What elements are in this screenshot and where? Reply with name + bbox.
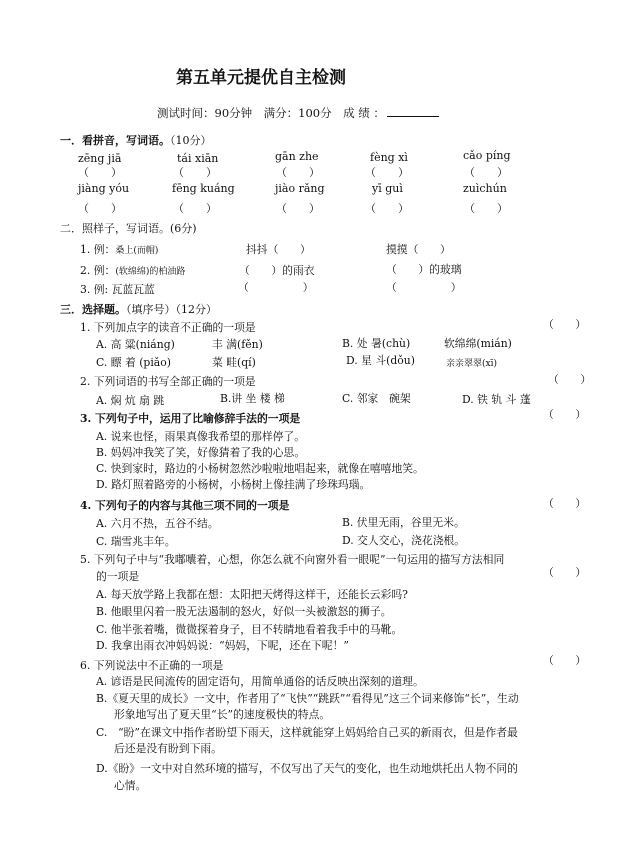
section-1-title: 一．看拼音，写词语。 [60,134,170,147]
q2-option-c: C. 邻家 碗架 [342,392,411,405]
q6-option-c-2: 后还是没有盼到下雨。 [114,742,222,755]
q1-option-c: C. 瞟 着 (piǎo) [96,356,171,369]
answer-box-8[interactable]: （ ） [276,202,320,215]
pinyin-9: yī guì [372,182,403,195]
q6-option-b-2: 形象地写出了夏天里“长”的速度极快的特点。 [114,708,331,721]
q1-option-a: A. 高 粱(niáng) [96,338,175,351]
q1-option-a2: 丰 满(fěn) [212,338,263,351]
q2-stem: 2. 下列词语的书写全部正确的一项是 [80,375,256,388]
q3-stem-text: 3. 下列句子中，运用了比喻修辞手法的一项是 [80,412,301,425]
s2-row-1-example: 桑上(而帽) [115,246,159,256]
test-info-text: 测试时间：90分钟 满分：100分 成 绩 ： [157,106,385,120]
pinyin-8: jiào rǎng [275,182,325,195]
q1-option-d: D. 星 斗(dǒu) [346,354,415,367]
s2-row-3-a[interactable]: （ ） [238,281,314,294]
section-1-score: （10分） [170,134,212,147]
q1-answer[interactable]: （ ） [543,318,587,331]
section-3-heading [60,303,217,317]
q4-stem-text: 4. 下列句子的内容与其他三项不同的一项是 [80,499,290,512]
q3-option-c: C. 快到家时，路边的小杨树忽然沙啦啦地唱起来，就像在嘻嘻地笑。 [96,462,424,475]
q3-option-b: B. 妈妈冲我笑了笑，好像猜着了我的心思。 [96,446,306,459]
q5-stem-2: 的一项是 [96,570,140,583]
section-3-score: （填序号）（12分） [126,303,217,316]
q2-option-b: B.讲 坐 楼 梯 [220,392,285,405]
pinyin-7: fēng kuáng [172,182,235,195]
s2-row-2-b[interactable]: （ ）的玻璃 [386,263,462,276]
pinyin-4: fèng xì [370,151,408,164]
section-2-score: (6分) [170,222,197,235]
answer-box-2[interactable]: （ ） [173,166,217,179]
s2-row-2-a[interactable]: （ ）的雨衣 [239,264,315,277]
q6-option-d-2: 心情。 [114,779,147,792]
q3-answer[interactable]: （ ） [543,408,587,421]
pinyin-6: jiàng yóu [78,182,130,195]
q1-option-c2: 菜 畦(qí) [212,356,256,369]
pinyin-10: zuìchún [463,182,507,195]
q4-option-a: A. 六月不热，五谷不结。 [96,517,219,530]
answer-box-10[interactable]: （ ） [464,202,508,215]
q5-answer[interactable]: （ ） [543,566,587,579]
q5-option-c: C. 他半张着嘴，微微探着身子，目不转睛地看着我手中的马靴。 [96,623,403,636]
q6-option-c-1: C. “盼”在课文中指作者盼望下雨天，这样就能穿上妈妈给自己买的新雨衣，但是作者最 [96,726,518,739]
answer-box-1[interactable]: （ ） [78,166,122,179]
page-title: 第五单元提优自主检测 [176,68,346,88]
q6-answer[interactable]: （ ） [543,654,587,667]
q6-stem: 6. 下列说法中不正确的一项是 [80,659,224,672]
q3-option-a: A. 说来也怪，雨果真像我希望的那样停了。 [96,430,306,443]
q2-answer[interactable]: （ ） [548,373,592,386]
answer-box-3[interactable]: （ ） [276,166,320,179]
q4-option-d: D. 交人交心，浇花浇根。 [342,534,466,547]
s2-row-1-b[interactable]: 摸摸（ ） [386,243,451,256]
q4-option-c: C. 瑞雪兆丰年。 [96,535,176,548]
section-3-title: 三．选择题。 [60,303,126,316]
section-2-heading [60,222,197,236]
s2-row-1-a[interactable]: 抖抖（ ） [246,243,311,256]
s2-row-3-b[interactable]: （ ） [386,281,462,294]
answer-box-9[interactable]: （ ） [365,202,409,215]
pinyin-1: zēng jiā [78,152,122,165]
q6-option-a: A. 谚语是民间流传的固定语句，用简单通俗的话反映出深刻的道理。 [96,675,424,688]
q6-option-b-1: B.《夏天里的成长》一文中，作者用了“飞快”“跳跃”“看得见”这三个词来修饰“长”，生动 [96,692,519,705]
q1-stem: 1. 下列加点字的读音不正确的一项是 [80,321,256,334]
s2-row-1-label: 1. 例： [80,243,116,256]
section-1-heading [60,134,212,148]
q3-option-d: D. 路灯照着路旁的小杨树，小杨树上像挂满了珍珠玛瑙。 [96,478,371,491]
q5-stem: 5. 下列句子中与“我嘟囔着，心想，你怎么就不向窗外看一眼呢”一句运用的描写方法相同 [80,553,505,566]
s2-row-2 [80,264,185,279]
s2-row-1 [80,243,158,258]
s2-row-2-example: (软绵绵)的柏油路 [115,267,186,277]
q3-stem [80,412,300,426]
q4-stem [80,499,289,513]
q2-option-a: A. 焖 炕 扇 跳 [96,394,165,407]
section-2-title: 二．照样子，写词语。 [60,222,170,235]
q1-option-b2: 软绵绵(mián) [444,337,512,350]
answer-box-6[interactable]: （ ） [78,202,122,215]
pinyin-5: cǎo píng [463,149,511,162]
q5-option-b: B. 他眼里闪着一股无法遏制的怒火，好似一头被激怒的狮子。 [96,605,392,618]
q1-option-d2: 亲亲翠翠(xī) [446,359,497,369]
s2-row-3-label: 3. 例: 瓦蓝瓦蓝 [80,283,155,296]
score-blank [387,106,439,117]
answer-box-5[interactable]: （ ） [464,166,508,179]
q5-option-d: D. 我拿出雨衣冲妈妈说：“妈妈，下呢，还在下呢！” [96,639,349,652]
pinyin-3: gān zhe [275,150,319,163]
pinyin-2: tái xiān [177,152,219,165]
q6-option-d-1: D.《盼》一文中对自然环境的描写，不仅写出了天气的变化，也生动地烘托出人物不同的 [96,762,518,775]
q4-answer[interactable]: （ ） [543,497,587,510]
q1-option-b: B. 处 暑(chù) [342,337,411,350]
q4-option-b: B. 伏里无雨，谷里无米。 [342,516,465,529]
answer-box-4[interactable]: （ ） [365,166,409,179]
s2-row-2-label: 2. 例： [80,264,116,277]
q2-option-d: D. 铁 轨 斗 蓬 [462,393,531,406]
q5-option-a: A. 每天放学路上我都在想：太阳把天烤得这样干，还能长云彩吗? [96,588,408,601]
test-info [157,106,439,120]
answer-box-7[interactable]: （ ） [173,202,217,215]
